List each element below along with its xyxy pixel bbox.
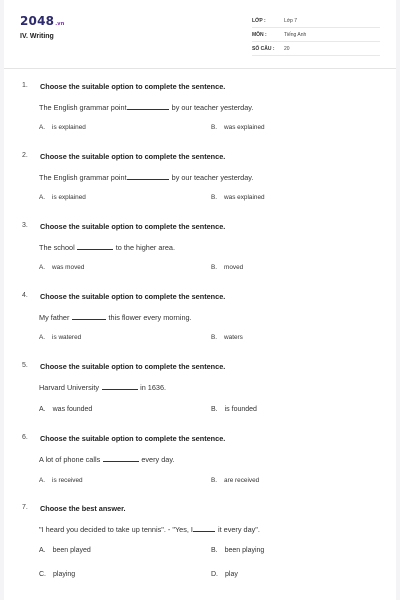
question-sentence xyxy=(39,313,192,322)
option-letter: B. xyxy=(211,334,218,341)
option-letter: A. xyxy=(39,547,46,554)
worksheet-page xyxy=(4,0,396,600)
logo-suffix: .vn xyxy=(55,21,65,27)
meta-label-count: SỐ CÂU : xyxy=(252,46,275,52)
option-b[interactable] xyxy=(211,477,259,484)
option-letter: D. xyxy=(211,571,218,578)
worksheet-header xyxy=(4,0,396,68)
option-text: is explained xyxy=(52,124,86,131)
meta-divider xyxy=(252,41,380,42)
option-letter: B. xyxy=(211,194,218,201)
option-text: was founded xyxy=(52,406,93,413)
option-d[interactable] xyxy=(211,571,238,578)
question-sentence xyxy=(39,103,253,112)
option-letter: C. xyxy=(39,571,46,578)
option-letter: A. xyxy=(39,477,46,484)
option-letter: A. xyxy=(39,124,46,131)
option-text: been playing xyxy=(224,547,265,554)
answer-blank xyxy=(72,318,106,320)
sentence-start: My father xyxy=(39,313,70,322)
meta-value-class: Lớp 7 xyxy=(284,18,298,24)
question-number: 5. xyxy=(22,362,28,369)
meta-value-subject: Tiếng Anh xyxy=(284,32,307,38)
option-a[interactable] xyxy=(39,194,86,201)
question-number: 3. xyxy=(22,222,28,229)
option-text: moved xyxy=(224,264,244,271)
answer-blank xyxy=(127,178,169,180)
option-b[interactable] xyxy=(211,406,257,413)
question-sentence xyxy=(39,243,175,252)
answer-blank xyxy=(103,460,139,462)
answer-blank xyxy=(127,108,169,110)
sentence-start: The English grammar point xyxy=(39,103,127,112)
sentence-start: The school xyxy=(39,243,75,252)
option-b[interactable] xyxy=(211,264,243,271)
option-letter: B. xyxy=(211,406,218,413)
header-divider xyxy=(4,68,396,69)
question-number: 7. xyxy=(22,504,28,511)
question-title: Choose the suitable option to complete the sentence. xyxy=(40,82,226,91)
option-text: was moved xyxy=(52,264,85,271)
logo-text: 2048 xyxy=(20,14,55,28)
option-text: is watered xyxy=(52,334,82,341)
option-text: was explained xyxy=(224,124,265,131)
question-number: 1. xyxy=(22,82,28,89)
option-text: play xyxy=(225,571,238,578)
option-letter: A. xyxy=(39,264,46,271)
option-text: playing xyxy=(53,571,76,578)
option-text: is founded xyxy=(224,406,257,413)
meta-value-count: 20 xyxy=(284,46,290,52)
option-letter: B. xyxy=(211,264,218,271)
option-b[interactable] xyxy=(211,547,264,554)
option-letter: B. xyxy=(211,547,218,554)
option-text: was explained xyxy=(224,194,265,201)
question-sentence xyxy=(39,173,253,182)
sentence-start: Harvard University xyxy=(39,383,100,392)
option-a[interactable] xyxy=(39,547,91,554)
option-text: is received xyxy=(52,477,83,484)
option-text: been played xyxy=(52,547,91,554)
question-title: Choose the suitable option to complete the sentence. xyxy=(40,292,226,301)
question-sentence xyxy=(39,525,260,534)
question-title: Choose the suitable option to complete the sentence. xyxy=(40,362,226,371)
question-number: 4. xyxy=(22,292,28,299)
meta-label-subject: MÔN : xyxy=(252,32,267,38)
option-b[interactable] xyxy=(211,124,265,131)
option-letter: A. xyxy=(39,194,46,201)
brand-logo xyxy=(20,14,65,28)
option-letter: B. xyxy=(211,124,218,131)
option-b[interactable] xyxy=(211,334,243,341)
option-text: are received xyxy=(224,477,260,484)
option-b[interactable] xyxy=(211,194,265,201)
question-sentence xyxy=(39,383,166,392)
sentence-start: The English grammar point xyxy=(39,173,127,182)
sentence-end: by our teacher yesterday. xyxy=(171,103,254,112)
question-number: 2. xyxy=(22,152,28,159)
option-text: waters xyxy=(224,334,243,341)
question-number: 6. xyxy=(22,434,28,441)
option-a[interactable] xyxy=(39,477,83,484)
option-a[interactable] xyxy=(39,334,81,341)
meta-divider xyxy=(252,27,380,28)
sentence-end: every day. xyxy=(141,455,175,464)
answer-blank xyxy=(77,248,113,250)
section-title: IV. Writing xyxy=(20,33,54,40)
question-title: Choose the suitable option to complete the sentence. xyxy=(40,222,226,231)
option-letter: B. xyxy=(211,477,218,484)
question-title: Choose the suitable option to complete the sentence. xyxy=(40,434,226,443)
sentence-start: A lot of phone calls xyxy=(39,455,101,464)
option-text: is explained xyxy=(52,194,86,201)
question-title: Choose the suitable option to complete the sentence. xyxy=(40,152,226,161)
question-sentence xyxy=(39,455,174,464)
option-letter: A. xyxy=(39,334,46,341)
option-letter: A. xyxy=(39,406,46,413)
meta-label-class: LỚP : xyxy=(252,18,266,24)
option-c[interactable] xyxy=(39,571,75,578)
sentence-end: in 1636. xyxy=(140,383,167,392)
question-title: Choose the best answer. xyxy=(40,504,126,513)
option-a[interactable] xyxy=(39,264,84,271)
option-a[interactable] xyxy=(39,124,86,131)
answer-blank xyxy=(193,530,215,532)
sentence-end: it every day". xyxy=(217,525,260,534)
answer-blank xyxy=(102,388,138,390)
sentence-start: "I heard you decided to take up tennis". - "Yes, I xyxy=(39,525,193,534)
option-a[interactable] xyxy=(39,406,92,413)
sentence-end: by our teacher yesterday. xyxy=(171,173,254,182)
sentence-end: this flower every morning. xyxy=(108,313,192,322)
meta-divider xyxy=(252,55,380,56)
sentence-end: to the higher area. xyxy=(115,243,175,252)
